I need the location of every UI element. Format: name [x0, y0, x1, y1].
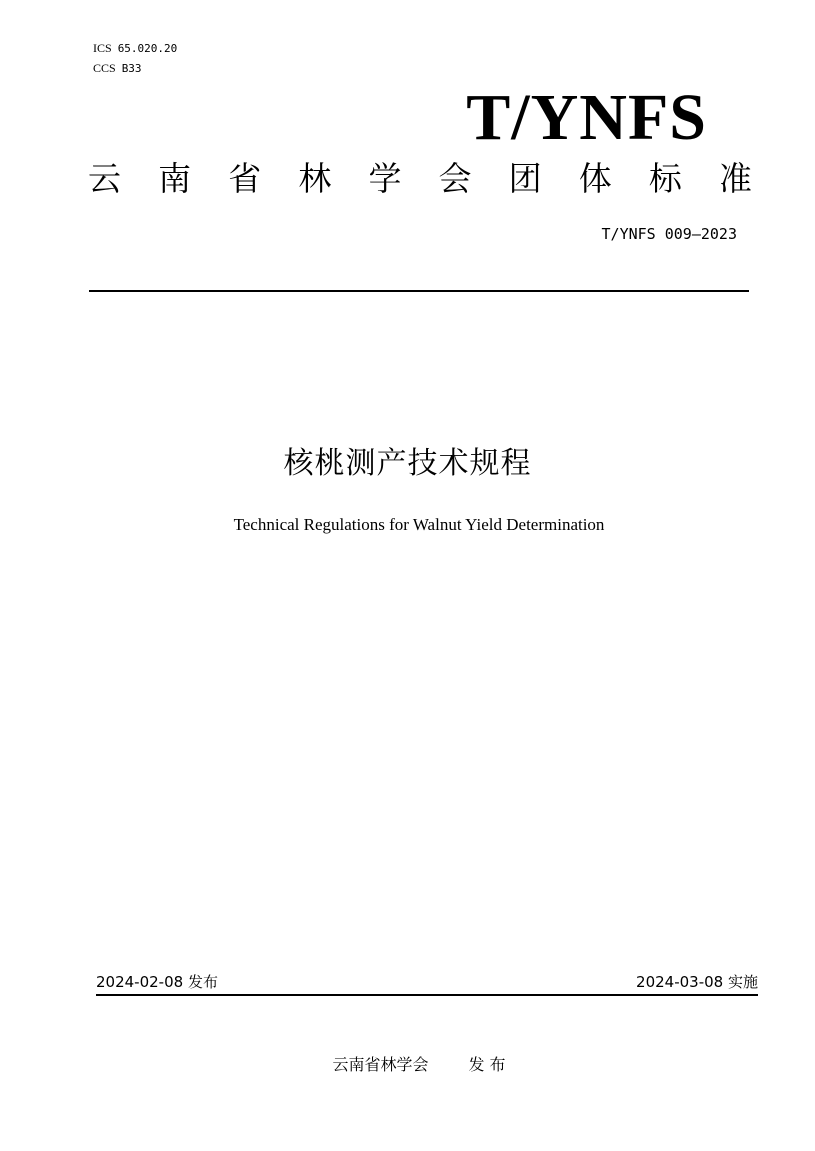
org-title-char: 林 [298, 159, 332, 198]
ics-label: ICS [93, 41, 112, 55]
org-title-char: 标 [648, 159, 682, 198]
document-title-english: Technical Regulations for Walnut Yield Determination [233, 515, 605, 534]
ccs-label: CCS [93, 61, 116, 75]
header-divider [89, 290, 749, 292]
ics-line [93, 41, 177, 56]
implementation-date: 2024-03-08 实施 [636, 973, 758, 991]
org-title-char: 云 [88, 159, 121, 198]
org-title-char: 会 [438, 159, 472, 198]
footer-divider [96, 994, 758, 996]
standard-logo: T/YNFS [466, 81, 707, 154]
publisher-name: 云南省林学会 [332, 1055, 429, 1074]
ics-code: 65.020.20 [117, 42, 178, 55]
ccs-line [93, 61, 142, 76]
org-title-char: 南 [158, 159, 192, 198]
document-title-chinese: 核桃测产技术规程 [283, 446, 532, 481]
ccs-code: B33 [121, 62, 142, 75]
issue-date: 2024-02-08 发布 [96, 973, 218, 991]
publisher-line [0, 1054, 815, 1076]
organization-standard-title [88, 157, 752, 201]
org-title-char: 省 [228, 159, 262, 198]
org-title-char: 团 [508, 159, 542, 198]
org-title-char: 准 [718, 159, 752, 198]
org-title-char: 学 [368, 159, 402, 198]
standard-number: T/YNFS 009—2023 [601, 225, 737, 243]
publisher-action: 发 布 [468, 1055, 506, 1074]
org-title-char: 体 [578, 159, 612, 198]
